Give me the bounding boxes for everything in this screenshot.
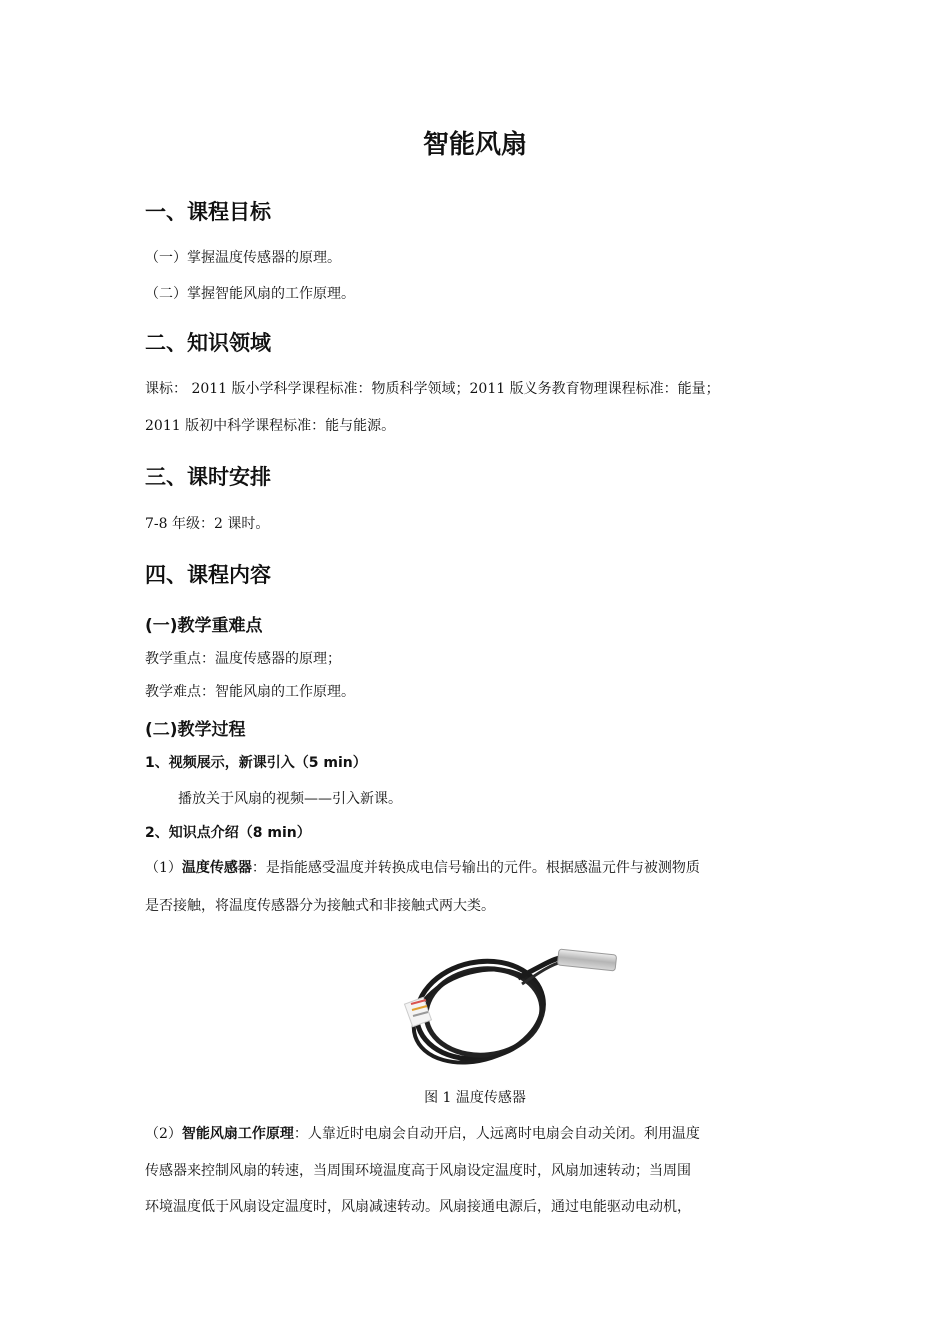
sensor-paragraph-line-2: 是否接触，将温度传感器分为接触式和非接触式两大类。 [145, 898, 495, 914]
temperature-sensor-photo [400, 940, 624, 1068]
fan-prefix: （2） [145, 1126, 182, 1142]
step-1-text: 播放关于风扇的视频——引入新课。 [178, 791, 402, 807]
fan-description: ：人靠近时电扇会自动开启，人远离时电扇会自动关闭。利用温度 [293, 1126, 700, 1142]
difficult-point-text: 教学难点：智能风扇的工作原理。 [145, 684, 355, 700]
sensor-paragraph-line-1 [145, 857, 700, 877]
key-point-text: 教学重点：温度传感器的原理； [145, 651, 341, 667]
sensor-definition: ：是指能感受温度并转换成电信号输出的元件。根据感温元件与被测物质 [251, 860, 700, 876]
step-1-heading: 1、视频展示，新课引入（5 min） [145, 755, 367, 771]
figure-caption: 图 1 温度传感器 [424, 1090, 526, 1106]
section-heading-goals: 一、课程目标 [145, 200, 271, 224]
standards-line-2: 2011 版初中科学课程标准：能与能源。 [145, 418, 396, 434]
section-heading-knowledge: 二、知识领域 [145, 331, 271, 355]
standards-line-1: 课标： 2011 版小学科学课程标准：物质科学领域；2011 版义务教育物理课程标准：能量； [145, 381, 720, 397]
document-title: 智能风扇 [422, 130, 527, 160]
fan-term: 智能风扇工作原理 [181, 1126, 294, 1142]
step-2-heading: 2、知识点介绍（8 min） [145, 825, 311, 841]
fan-paragraph-line-1 [145, 1123, 700, 1143]
fan-paragraph-line-2: 传感器来控制风扇的转速，当周围环境温度高于风扇设定温度时，风扇加速转动；当周围 [145, 1163, 691, 1179]
sensor-term: 温度传感器 [181, 860, 252, 876]
subheading-key-points: (一)教学重难点 [145, 616, 263, 636]
sensor-prefix: （1） [145, 860, 182, 876]
fan-paragraph-line-3: 环境温度低于风扇设定温度时，风扇减速转动。风扇接通电源后，通过电能驱动电动机， [145, 1199, 691, 1215]
goal-item-2: （二）掌握智能风扇的工作原理。 [145, 286, 355, 302]
subheading-process: (二)教学过程 [145, 720, 246, 740]
section-heading-schedule: 三、课时安排 [145, 465, 271, 489]
schedule-text: 7-8 年级：2 课时。 [145, 516, 270, 532]
section-heading-content: 四、课程内容 [145, 563, 271, 587]
goal-item-1: （一）掌握温度传感器的原理。 [145, 250, 341, 266]
